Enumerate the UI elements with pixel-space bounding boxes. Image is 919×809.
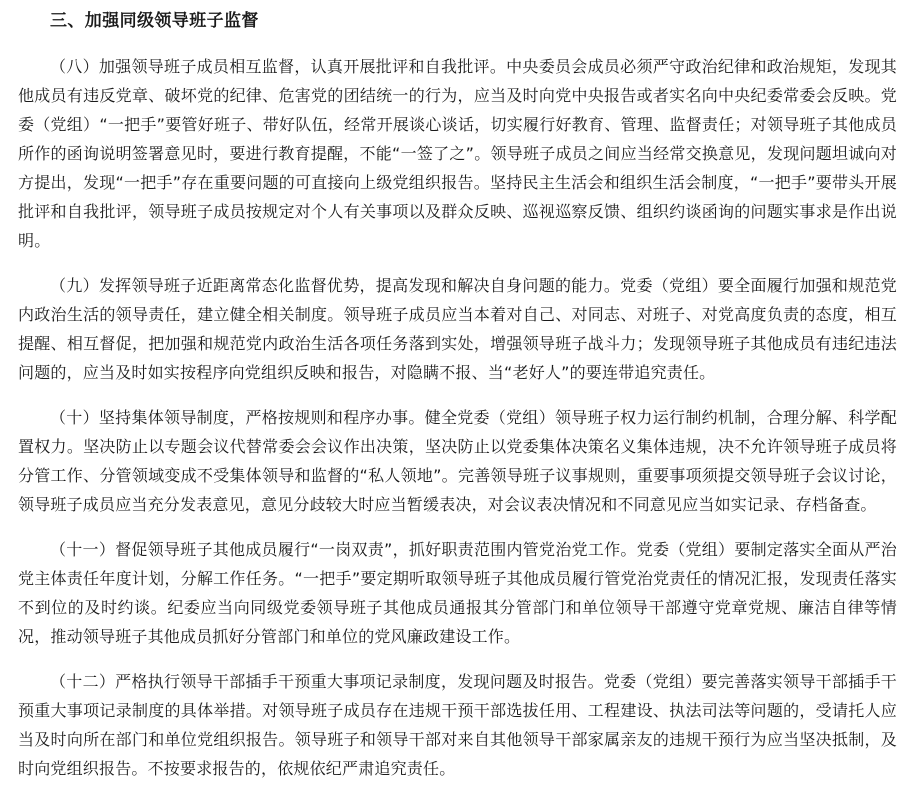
- paragraph-9: （九）发挥领导班子近距离常态化监督优势，提高发现和解决自身问题的能力。党委（党组）要全面履行加强和规范党内政治生活的领导责任，建立健全相关制度。领导班子成员应当本着对自己、对同志、对班子、对党高度负责的态度，相互提醒、相互督促，把加强和规范党内政治生活各项任务落到实处，增强领导班子战斗力；发现领导班子其他成员有违纪违法问题的，应当及时如实按程序向党组织反映和报告，对隐瞒不报、当“老好人”的要连带追究责任。: [18, 276, 897, 382]
- paragraph-12: （十二）严格执行领导干部插手干预重大事项记录制度，发现问题及时报告。党委（党组）要完善落实领导干部插手干预重大事项记录制度的具体举措。对领导班子成员存在违规干预干部选拔任用、工程建设、执法司法等问题的，受请托人应当及时向所在部门和单位党组织报告。领导班子和领导干部对来自其他领导干部家属亲友的违规干预行为应当坚决抵制，及时向党组织报告。不按要求报告的，依规依纪严肃追究责任。: [18, 672, 897, 778]
- paragraph-10: （十）坚持集体领导制度，严格按规则和程序办事。健全党委（党组）领导班子权力运行制约机制，合理分解、科学配置权力。坚决防止以专题会议代替常委会会议作出决策，坚决防止以党委集体决策名义集体违规，决不允许领导班子成员将分管工作、分管领域变成不受集体领导和监督的“私人领地”。完善领导班子议事规则，重要事项须提交领导班子会议讨论，领导班子成员应当充分发表意见，意见分歧较大时应当暂缓表决，对会议表决情况和不同意见应当如实记录、存档备查。: [18, 408, 897, 514]
- paragraph-8: （八）加强领导班子成员相互监督，认真开展批评和自我批评。中央委员会成员必须严守政治纪律和政治规矩，发现其他成员有违反党章、破坏党的纪律、危害党的团结统一的行为，应当及时向党中央报告或者实名向中央纪委常委会反映。党委（党组）“一把手”要管好班子、带好队伍，经常开展谈心谈话，切实履行好教育、管理、监督责任；对领导班子其他成员所作的函询说明签署意见时，要进行教育提醒，不能“一签了之”。领导班子成员之间应当经常交换意见，发现问题坦诚向对方提出，发现“一把手”存在重要问题的可直接向上级党组织报告。坚持民主生活会和组织生活会制度，“一把手”要带头开展批评和自我批评，领导班子成员按规定对个人有关事项以及群众反映、巡视巡察反馈、组织约谈函询的问题实事求是作出说明。: [18, 57, 897, 250]
- paragraph-11: （十一）督促领导班子其他成员履行“一岗双责”，抓好职责范围内管党治党工作。党委（党组）要制定落实全面从严治党主体责任年度计划，分解工作任务。“一把手”要定期听取领导班子其他成员履行管党治党责任的情况汇报，发现责任落实不到位的及时约谈。纪委应当向同级党委领导班子其他成员通报其分管部门和单位领导干部遵守党章党规、廉洁自律等情况，推动领导班子其他成员抓好分管部门和单位的党风廉政建设工作。: [18, 540, 897, 646]
- section-heading: 三、加强同级领导班子监督: [50, 11, 259, 31]
